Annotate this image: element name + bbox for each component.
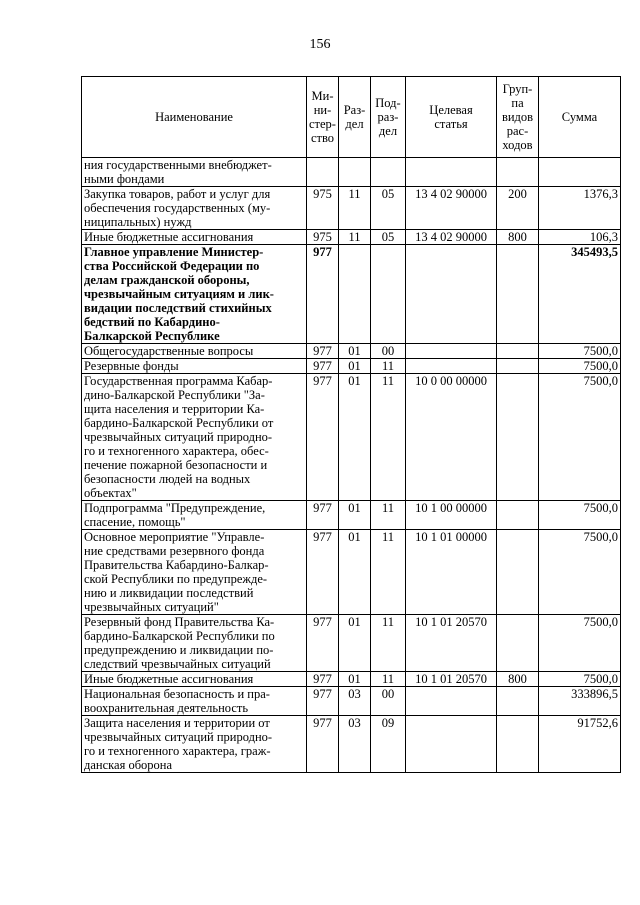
cell-ministry: 975 xyxy=(307,230,339,245)
cell-ministry: 975 xyxy=(307,187,339,230)
cell-ministry: 977 xyxy=(307,530,339,615)
cell-amount: 7500,0 xyxy=(539,374,621,501)
cell-subsection: 09 xyxy=(371,716,406,773)
cell-target-article xyxy=(406,245,497,344)
table-row xyxy=(82,187,621,230)
cell-expense-type-group xyxy=(497,716,539,773)
cell-name: Основное мероприятие "Управле- ние средствами резервного фонда Правительства Кабардино-Балкар- ской Республики по предупрежде- нию и ликвидации последствий чрезвычайных ситуаций" xyxy=(82,530,307,615)
cell-target-article: 10 1 01 20570 xyxy=(406,672,497,687)
cell-ministry: 977 xyxy=(307,716,339,773)
table-row xyxy=(82,359,621,374)
header-section: Раз- дел xyxy=(339,77,371,158)
cell-section: 01 xyxy=(339,672,371,687)
cell-section: 01 xyxy=(339,530,371,615)
cell-ministry: 977 xyxy=(307,672,339,687)
cell-ministry: 977 xyxy=(307,374,339,501)
cell-subsection xyxy=(371,245,406,344)
table-row xyxy=(82,230,621,245)
cell-expense-type-group: 800 xyxy=(497,672,539,687)
cell-amount: 7500,0 xyxy=(539,615,621,672)
cell-expense-type-group xyxy=(497,687,539,716)
cell-target-article xyxy=(406,344,497,359)
cell-expense-type-group xyxy=(497,359,539,374)
cell-amount: 7500,0 xyxy=(539,672,621,687)
cell-section xyxy=(339,245,371,344)
cell-target-article xyxy=(406,359,497,374)
cell-subsection: 11 xyxy=(371,374,406,501)
cell-name: Резервный фонд Правительства Ка- бардино-Балкарской Республики по предупреждению и ликвидации по- следствий чрезвычайных ситуаций xyxy=(82,615,307,672)
cell-target-article xyxy=(406,687,497,716)
table-row xyxy=(82,501,621,530)
header-name: Наименование xyxy=(82,77,307,158)
cell-amount: 1376,3 xyxy=(539,187,621,230)
cell-section: 01 xyxy=(339,344,371,359)
cell-target-article: 13 4 02 90000 xyxy=(406,230,497,245)
page-number: 156 xyxy=(309,37,331,52)
cell-expense-type-group xyxy=(497,344,539,359)
cell-section: 11 xyxy=(339,187,371,230)
cell-name: Общегосударственные вопросы xyxy=(82,344,307,359)
table-row xyxy=(82,716,621,773)
cell-name: Защита населения и территории от чрезвычайных ситуаций природно- го и техногенного характера, граж- данская оборона xyxy=(82,716,307,773)
cell-amount: 345493,5 xyxy=(539,245,621,344)
cell-ministry: 977 xyxy=(307,245,339,344)
cell-amount: 7500,0 xyxy=(539,501,621,530)
table-row xyxy=(82,615,621,672)
cell-expense-type-group xyxy=(497,158,539,187)
cell-expense-type-group xyxy=(497,245,539,344)
cell-subsection: 00 xyxy=(371,687,406,716)
cell-ministry: 977 xyxy=(307,501,339,530)
cell-subsection: 11 xyxy=(371,672,406,687)
cell-amount: 7500,0 xyxy=(539,359,621,374)
table-header-row xyxy=(82,77,621,158)
header-target-article: Целевая статья xyxy=(406,77,497,158)
cell-section: 01 xyxy=(339,615,371,672)
cell-target-article: 10 1 01 20570 xyxy=(406,615,497,672)
cell-expense-type-group xyxy=(497,530,539,615)
cell-ministry: 977 xyxy=(307,344,339,359)
cell-ministry xyxy=(307,158,339,187)
header-amount: Сумма xyxy=(539,77,621,158)
cell-expense-type-group xyxy=(497,615,539,672)
cell-amount: 7500,0 xyxy=(539,530,621,615)
cell-name: Подпрограмма "Предупреждение, спасение, помощь" xyxy=(82,501,307,530)
cell-name: Государственная программа Кабар- дино-Балкарской Республики "За- щита населения и территории Ка- бардино-Балкарской Республики от чрезвычайных ситуаций природно- го и техногенного характера, обес- печение пожарной безопасности и безопасности людей на водных объектах" xyxy=(82,374,307,501)
cell-expense-type-group xyxy=(497,374,539,501)
cell-target-article xyxy=(406,158,497,187)
table-row xyxy=(82,374,621,501)
cell-expense-type-group: 800 xyxy=(497,230,539,245)
budget-table xyxy=(81,76,621,773)
cell-name: Иные бюджетные ассигнования xyxy=(82,672,307,687)
cell-ministry: 977 xyxy=(307,615,339,672)
cell-subsection: 00 xyxy=(371,344,406,359)
cell-name: Резервные фонды xyxy=(82,359,307,374)
cell-name: Иные бюджетные ассигнования xyxy=(82,230,307,245)
cell-target-article: 10 1 01 00000 xyxy=(406,530,497,615)
cell-subsection: 11 xyxy=(371,359,406,374)
table-row xyxy=(82,344,621,359)
cell-section: 01 xyxy=(339,374,371,501)
header-subsection: Под- раз- дел xyxy=(371,77,406,158)
table-row xyxy=(82,687,621,716)
cell-target-article: 13 4 02 90000 xyxy=(406,187,497,230)
cell-ministry: 977 xyxy=(307,687,339,716)
cell-subsection: 11 xyxy=(371,501,406,530)
cell-amount: 91752,6 xyxy=(539,716,621,773)
cell-expense-type-group: 200 xyxy=(497,187,539,230)
table-body xyxy=(82,158,621,773)
table-row xyxy=(82,158,621,187)
cell-name: Закупка товаров, работ и услуг для обеспечения государственных (му- ниципальных) нужд xyxy=(82,187,307,230)
cell-name: Главное управление Министер- ства Российской Федерации по делам гражданской обороны, чрезвычайным ситуациям и лик- видации последствий стихийных бедствий по Кабардино- Балкарской Республике xyxy=(82,245,307,344)
cell-amount: 106,3 xyxy=(539,230,621,245)
cell-target-article: 10 1 00 00000 xyxy=(406,501,497,530)
table-row xyxy=(82,672,621,687)
cell-amount: 333896,5 xyxy=(539,687,621,716)
cell-name: ния государственными внебюджет- ными фондами xyxy=(82,158,307,187)
cell-subsection: 05 xyxy=(371,230,406,245)
cell-subsection: 11 xyxy=(371,615,406,672)
cell-section: 03 xyxy=(339,687,371,716)
cell-target-article xyxy=(406,716,497,773)
cell-amount xyxy=(539,158,621,187)
cell-ministry: 977 xyxy=(307,359,339,374)
cell-subsection xyxy=(371,158,406,187)
cell-subsection: 11 xyxy=(371,530,406,615)
cell-amount: 7500,0 xyxy=(539,344,621,359)
cell-expense-type-group xyxy=(497,501,539,530)
cell-section xyxy=(339,158,371,187)
cell-target-article: 10 0 00 00000 xyxy=(406,374,497,501)
cell-subsection: 05 xyxy=(371,187,406,230)
cell-section: 01 xyxy=(339,501,371,530)
cell-section: 11 xyxy=(339,230,371,245)
cell-section: 03 xyxy=(339,716,371,773)
table-row xyxy=(82,245,621,344)
table-row xyxy=(82,530,621,615)
header-ministry: Ми- ни- стер- ство xyxy=(307,77,339,158)
cell-section: 01 xyxy=(339,359,371,374)
cell-name: Национальная безопасность и пра- воохранительная деятельность xyxy=(82,687,307,716)
header-expense-type-group: Груп- па видов рас- ходов xyxy=(497,77,539,158)
